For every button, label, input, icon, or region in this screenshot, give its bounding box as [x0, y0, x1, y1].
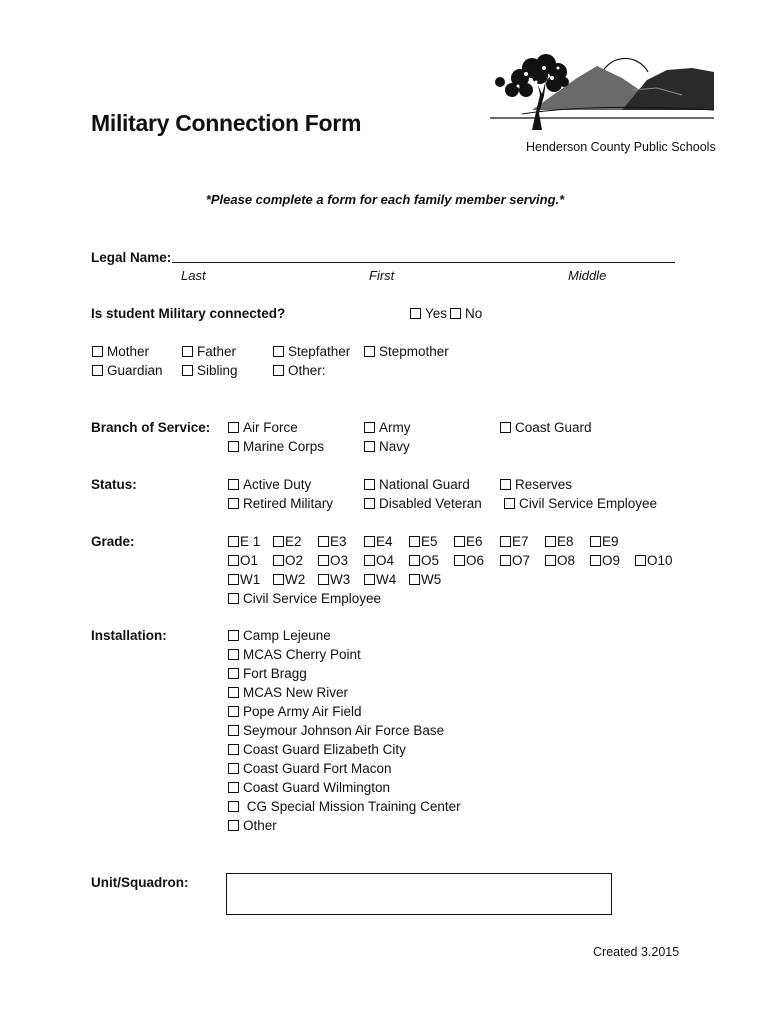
checkbox-icon — [228, 706, 239, 717]
checkbox-icon — [228, 649, 239, 660]
installation-label: Installation: — [91, 628, 167, 643]
checkbox-icon — [273, 555, 284, 566]
checkbox-icon — [228, 593, 239, 604]
checkbox-icon — [635, 555, 646, 566]
retired-military-checkbox[interactable]: Retired Military — [228, 496, 333, 511]
middle-name-caption: Middle — [568, 268, 607, 283]
checkbox-icon — [273, 346, 284, 357]
checkbox-icon — [228, 744, 239, 755]
active-duty-checkbox[interactable]: Active Duty — [228, 477, 311, 492]
grade-checkbox[interactable]: E6 — [454, 534, 483, 549]
checkbox-icon — [228, 630, 239, 641]
checkbox-icon — [364, 422, 375, 433]
unit-squadron-label: Unit/Squadron: — [91, 875, 189, 890]
checkbox-icon — [228, 536, 239, 547]
grade-checkbox[interactable]: E4 — [364, 534, 393, 549]
checkbox-icon — [454, 555, 465, 566]
checkbox-icon — [500, 536, 511, 547]
checkbox-icon — [454, 536, 465, 547]
national-guard-checkbox[interactable]: National Guard — [364, 477, 470, 492]
air-force-checkbox[interactable]: Air Force — [228, 420, 298, 435]
civil-service-grade-checkbox[interactable]: Civil Service Employee — [228, 591, 381, 606]
navy-checkbox[interactable]: Navy — [364, 439, 410, 454]
grade-checkbox[interactable]: O3 — [318, 553, 348, 568]
installation-checkbox[interactable]: Coast Guard Fort Macon — [228, 761, 392, 776]
checkbox-icon — [228, 574, 239, 585]
grade-checkbox[interactable]: E8 — [545, 534, 574, 549]
installation-checkbox[interactable]: CG Special Mission Training Center — [228, 799, 461, 814]
yes-checkbox[interactable]: Yes — [410, 306, 447, 321]
father-checkbox[interactable]: Father — [182, 344, 236, 359]
checkbox-icon — [273, 536, 284, 547]
reserves-checkbox[interactable]: Reserves — [500, 477, 572, 492]
status-label: Status: — [91, 477, 137, 492]
disabled-veteran-checkbox[interactable]: Disabled Veteran — [364, 496, 482, 511]
checkbox-icon — [364, 441, 375, 452]
grade-checkbox[interactable]: O9 — [590, 553, 620, 568]
checkbox-icon — [500, 422, 511, 433]
grade-checkbox[interactable]: E 1 — [228, 534, 260, 549]
grade-checkbox[interactable]: W5 — [409, 572, 441, 587]
military-connected-question: Is student Military connected? — [91, 306, 286, 321]
created-date: Created 3.2015 — [593, 945, 680, 959]
checkbox-icon — [364, 498, 375, 509]
checkbox-icon — [92, 365, 103, 376]
checkbox-icon — [364, 536, 375, 547]
mother-checkbox[interactable]: Mother — [92, 344, 149, 359]
checkbox-icon — [228, 782, 239, 793]
first-name-caption: First — [369, 268, 395, 283]
grade-checkbox[interactable]: E2 — [273, 534, 302, 549]
checkbox-icon — [228, 820, 239, 831]
grade-checkbox[interactable]: O8 — [545, 553, 575, 568]
checkbox-icon — [228, 555, 239, 566]
grade-checkbox[interactable]: O4 — [364, 553, 394, 568]
checkbox-icon — [228, 422, 239, 433]
checkbox-icon — [590, 555, 601, 566]
checkbox-icon — [364, 346, 375, 357]
installation-checkbox[interactable]: Fort Bragg — [228, 666, 307, 681]
legal-name-field[interactable] — [172, 262, 675, 263]
sibling-checkbox[interactable]: Sibling — [182, 363, 238, 378]
checkbox-icon — [228, 668, 239, 679]
installation-checkbox[interactable]: Coast Guard Elizabeth City — [228, 742, 406, 757]
installation-checkbox[interactable]: Seymour Johnson Air Force Base — [228, 723, 444, 738]
grade-checkbox[interactable]: O10 — [635, 553, 673, 568]
army-checkbox[interactable]: Army — [364, 420, 411, 435]
coast-guard-checkbox[interactable]: Coast Guard — [500, 420, 592, 435]
checkbox-icon — [228, 763, 239, 774]
guardian-checkbox[interactable]: Guardian — [92, 363, 163, 378]
grade-checkbox[interactable]: E7 — [500, 534, 529, 549]
checkbox-icon — [364, 479, 375, 490]
checkbox-icon — [318, 536, 329, 547]
grade-checkbox[interactable]: O6 — [454, 553, 484, 568]
checkbox-icon — [500, 479, 511, 490]
instruction-text: *Please complete a form for each family member serving.* — [205, 192, 565, 207]
tree-mountains-logo — [482, 50, 722, 132]
stepfather-checkbox[interactable]: Stepfather — [273, 344, 350, 359]
grade-label: Grade: — [91, 534, 135, 549]
checkbox-icon — [228, 441, 239, 452]
installation-checkbox[interactable]: Camp Lejeune — [228, 628, 331, 643]
last-name-caption: Last — [181, 268, 206, 283]
organization-name: Henderson County Public Schools — [526, 140, 716, 154]
unit-squadron-input[interactable] — [226, 873, 612, 915]
legal-name-label: Legal Name: — [91, 250, 172, 265]
checkbox-icon — [409, 536, 420, 547]
checkbox-icon — [273, 574, 284, 585]
checkbox-icon — [228, 479, 239, 490]
checkbox-icon — [182, 346, 193, 357]
marine-corps-checkbox[interactable]: Marine Corps — [228, 439, 324, 454]
installation-checkbox[interactable]: Coast Guard Wilmington — [228, 780, 390, 795]
checkbox-icon — [273, 365, 284, 376]
checkbox-icon — [182, 365, 193, 376]
checkbox-icon — [590, 536, 601, 547]
civil-service-status-checkbox[interactable]: Civil Service Employee — [504, 496, 657, 511]
checkbox-icon — [92, 346, 103, 357]
checkbox-icon — [228, 687, 239, 698]
checkbox-icon — [364, 574, 375, 585]
checkbox-icon — [504, 498, 515, 509]
no-checkbox[interactable]: No — [450, 306, 482, 321]
grade-checkbox[interactable]: O5 — [409, 553, 439, 568]
other-relationship-checkbox[interactable]: Other: — [273, 363, 326, 378]
grade-checkbox[interactable]: O1 — [228, 553, 258, 568]
grade-checkbox[interactable]: W3 — [318, 572, 350, 587]
checkbox-icon — [409, 555, 420, 566]
installation-checkbox[interactable]: Pope Army Air Field — [228, 704, 362, 719]
checkbox-icon — [545, 536, 556, 547]
checkbox-icon — [450, 308, 461, 319]
branch-label: Branch of Service: — [91, 420, 211, 435]
grade-checkbox[interactable]: W2 — [273, 572, 305, 587]
installation-checkbox[interactable]: MCAS New River — [228, 685, 348, 700]
checkbox-icon — [545, 555, 556, 566]
installation-checkbox[interactable]: MCAS Cherry Point — [228, 647, 361, 662]
grade-checkbox[interactable]: O7 — [500, 553, 530, 568]
grade-checkbox[interactable]: E3 — [318, 534, 347, 549]
checkbox-icon — [228, 725, 239, 736]
stepmother-checkbox[interactable]: Stepmother — [364, 344, 449, 359]
checkbox-icon — [409, 574, 420, 585]
grade-checkbox[interactable]: W4 — [364, 572, 396, 587]
checkbox-icon — [364, 555, 375, 566]
installation-checkbox[interactable]: Other — [228, 818, 277, 833]
grade-checkbox[interactable]: W1 — [228, 572, 260, 587]
checkbox-icon — [228, 498, 239, 509]
checkbox-icon — [410, 308, 421, 319]
grade-checkbox[interactable]: O2 — [273, 553, 303, 568]
checkbox-icon — [318, 574, 329, 585]
grade-checkbox[interactable]: E5 — [409, 534, 438, 549]
checkbox-icon — [318, 555, 329, 566]
checkbox-icon — [500, 555, 511, 566]
form-title: Military Connection Form — [91, 110, 362, 136]
checkbox-icon — [228, 801, 239, 812]
grade-checkbox[interactable]: E9 — [590, 534, 619, 549]
